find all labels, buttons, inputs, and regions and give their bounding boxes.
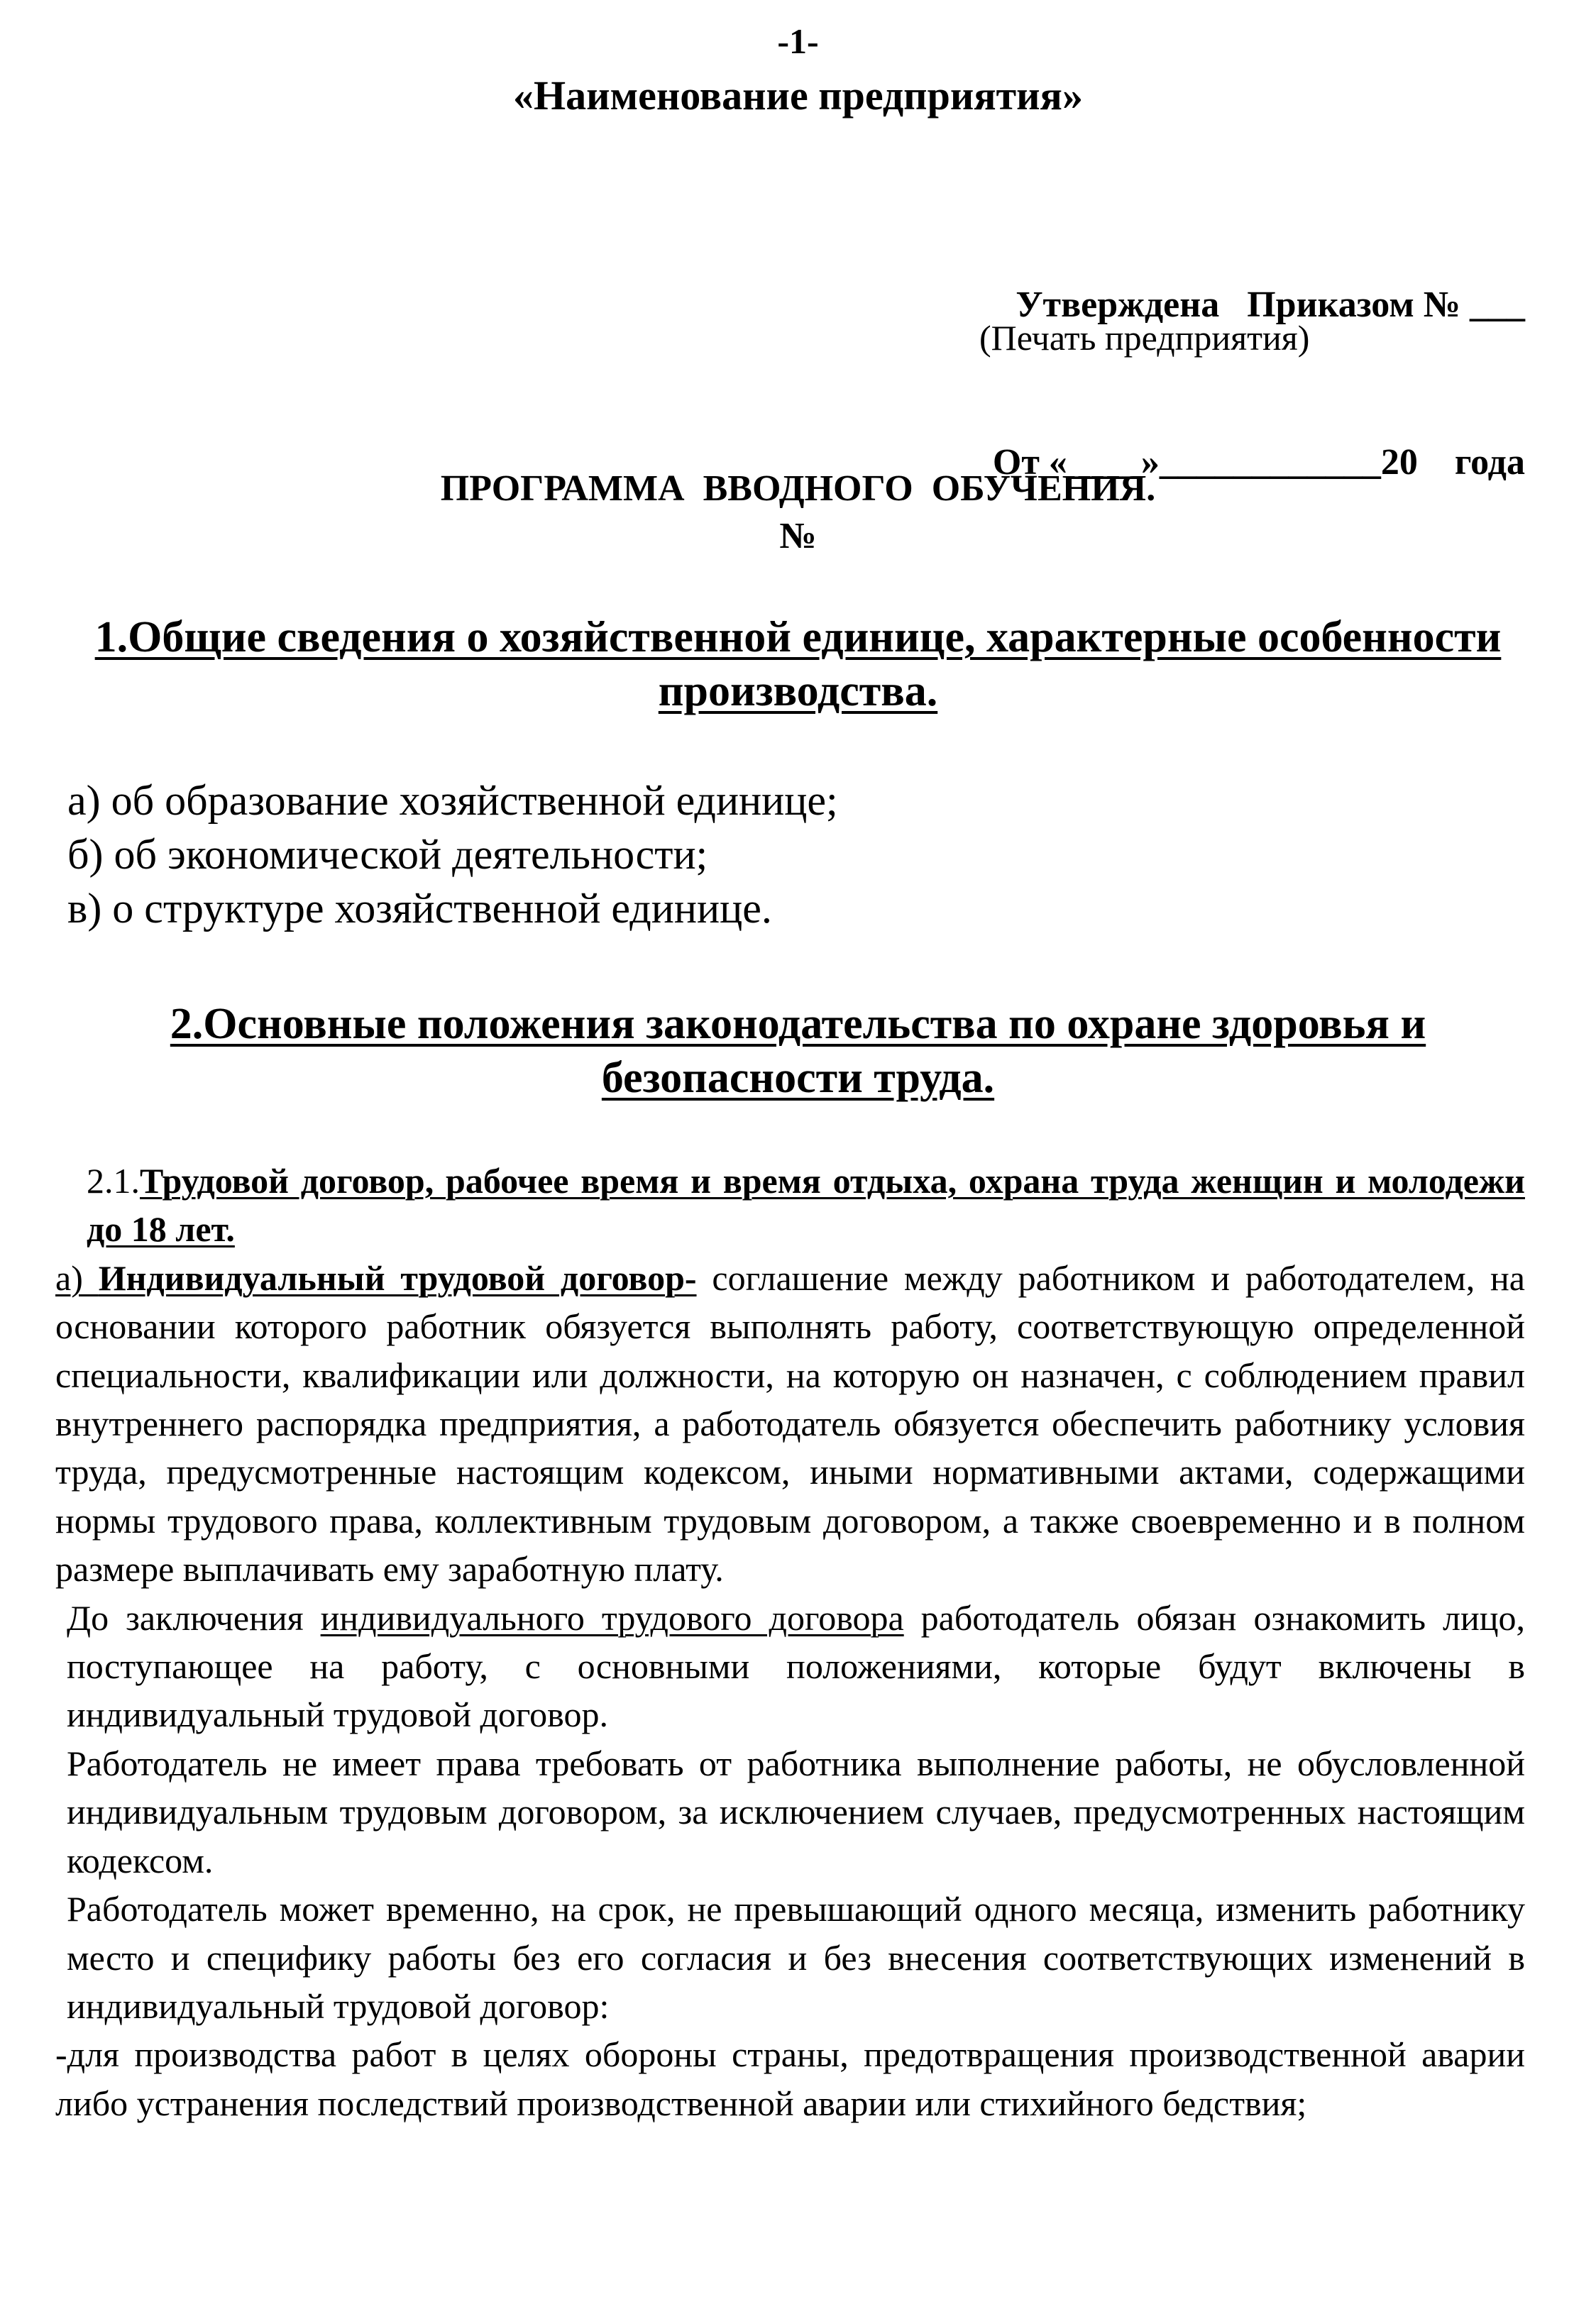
- term-individual-contract: Индивидуальный трудовой договор-: [98, 1257, 697, 1298]
- paragraph-text: работодатель обязан ознакомить лицо, поступающее на работу, с основными положениями, которые будут включены в индивидуальный трудовой договор.: [67, 1597, 1525, 1735]
- subsection-2-1: [47, 1157, 1525, 1254]
- section-1-list: [67, 773, 838, 935]
- paragraph-no-extra-work: Работодатель не имеет права требовать от работника выполнение работы, не обусловленной индивидуальным трудовым договором, за исключением случаев, предусмотренных настоящим кодексом.: [67, 1743, 1525, 1880]
- paragraph-temporary-change: Работодатель может временно, на срок, не превышающий одного месяца, изменить работнику место и специфику работы без его согласия и без внесения соответствующих изменений в индивидуальный трудовой договор:: [67, 1889, 1525, 2026]
- program-title: ПРОГРАММА ВВОДНОГО ОБУЧЕНИЯ.: [440, 468, 1156, 509]
- approval-order-line: Утверждена Приказом № ___: [1016, 285, 1525, 325]
- paragraph-before-contract: [47, 1594, 1525, 1739]
- underlined-term: индивидуального трудового договора: [320, 1597, 904, 1638]
- paragraph-defense-case: -для производства работ в целях обороны страны, предотвращения производственной аварии либо устранения последствий производственной аварии или стихийного бедствия;: [55, 2034, 1525, 2123]
- list-item: а) об образование хозяйственной единице;: [67, 777, 838, 824]
- subsection-title: Трудовой договор, рабочее время и время отдыха, охрана труда женщин и молодежи до 18 лет.: [87, 1161, 1525, 1250]
- paragraph-contract-definition: [47, 1254, 1525, 1594]
- organization-name: «Наименование предприятия»: [513, 72, 1083, 119]
- subsection-number: 2.1.: [87, 1161, 140, 1201]
- list-item: в) о структуре хозяйственной единице.: [67, 885, 772, 932]
- stamp-placeholder: (Печать предприятия): [979, 318, 1310, 358]
- section-1-heading: 1.Общие сведения о хозяйственной единице, характерные особенности производства.: [94, 613, 1502, 715]
- approval-date-line: От «____»____________20 года: [992, 442, 1525, 483]
- section-2-heading: 2.Основные положения законодательства по охране здоровья и безопасности труда.: [170, 1000, 1426, 1102]
- list-item: б) об экономической деятельности;: [67, 831, 708, 878]
- paragraph-prefix: а): [55, 1257, 99, 1298]
- page-number: -1-: [777, 21, 819, 61]
- program-number: №: [779, 516, 817, 556]
- paragraph-text: До заключения: [67, 1597, 321, 1638]
- section-2-body: [47, 1157, 1525, 2127]
- paragraph-text: соглашение между работником и работодателем, на основании которого работник обязуется выполнять работу, соответствующую определенной специальности, квалификации или должности, на которую он назначен, с соблюдением правил внутреннего распорядка предприятия, а работодатель обязуется обеспечить работнику условия труда, предусмотренные настоящим кодексом, иными нормативными актами, содержащими нормы трудового права, коллективным трудовым договором, а также своевременно и в полном размере выплачивать ему заработную плату.: [55, 1257, 1525, 1590]
